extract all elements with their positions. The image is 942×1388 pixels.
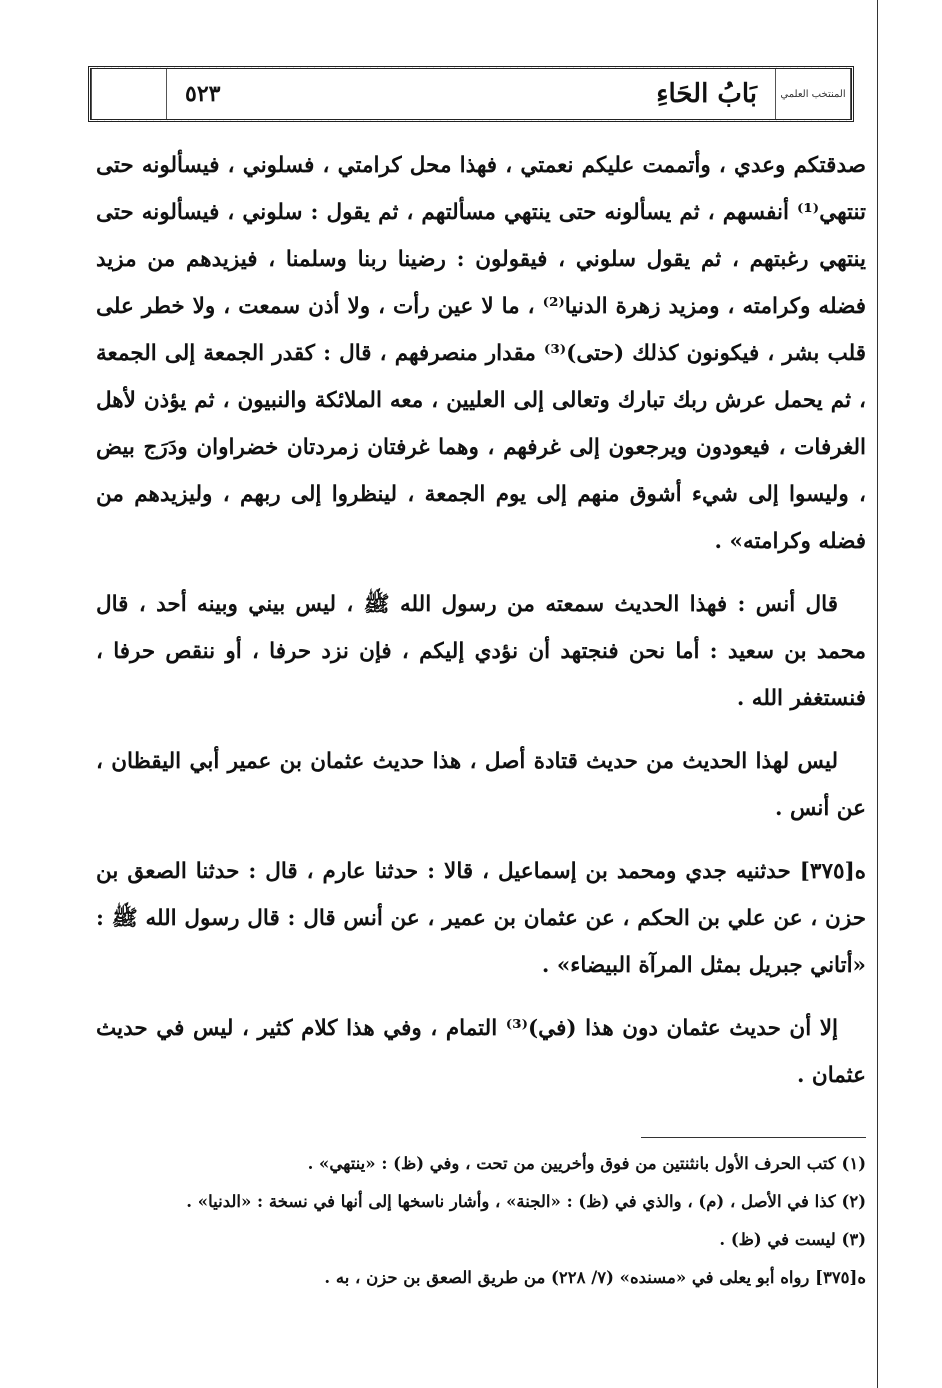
header-center (167, 69, 775, 119)
footnote-separator (641, 1137, 866, 1138)
footnote: (٣) ليست في (ظ) . (719, 1230, 866, 1249)
paragraph: صدقتكم وعدي ، وأتممت عليكم نعمتي ، فهذا محل كرامتي ، فسلوني ، فيسألونه حتى تنتهي⁽¹⁾ أنفسهم ، ثم يسألونه حتى ينتهي مسألتهم ، ثم يقول : سلوني ، فيسألونه حتى ينتهي رغبتهم ، ثم يقول سلوني ، فيقولون : رضينا ربنا وسلمنا ، فيزيدهم من مزيد فضله وكرامته ، ومزيد زهرة الدنيا⁽²⁾ ، ما لا عين رأت ، ولا أذن سمعت ، ولا خطر على قلب بشر ، فيكونون كذلك (حتى)⁽³⁾ مقدار منصرفهم ، قال : كقدر الجمعة إلى الجمعة ، ثم يحمل عرش ربك تبارك وتعالى إلى العليين ، معه الملائكة والنبيون ، ثم يؤذن لأهل الغرفات ، فيعودون ويرجعون إلى غرفهم ، وهما غرفتان زمردتان خضراوان ودَرَج بيض ، وليسوا إلى شيء أشوق منهم إلى يوم الجمعة ، لينظروا إلى ربهم ، وليزيدهم من فضله وكرامته» . (96, 153, 866, 554)
chapter-title: بَابُ الحَاءِ (656, 79, 757, 109)
page-header (88, 66, 854, 122)
footnotes (96, 1145, 866, 1297)
paragraph: قال أنس : فهذا الحديث سمعته من رسول الله ﷺ ، ليس بيني وبينه أحد ، قال محمد بن سعيد : أما نحن فنجتهد أن نؤدي إليكم ، فإن نزد حرفا ، أو ننقص حرفا ، فنستغفر الله . (96, 592, 866, 711)
ornament-right (775, 69, 851, 119)
hadith-375: ه[٣٧٥] حدثنيه جدي ومحمد بن إسماعيل ، قالا : حدثنا عارم ، قال : حدثنا الصعق بن حزن ، عن علي بن الحكم ، عن عثمان بن عمير ، عن أنس قال : قال رسول الله ﷺ : «أتاني جبريل بمثل المرآة البيضاء» . (96, 859, 866, 978)
main-text (96, 142, 866, 1115)
paragraph: إلا أن حديث عثمان دون هذا (في)⁽³⁾ التمام ، وفي هذا كلام كثير ، ليس في حديث عثمان . (96, 1016, 866, 1088)
footnote: ه[٣٧٥] رواه أبو يعلى في «مسنده» (٧/ ٢٢٨) من طريق الصعق بن حزن ، به . (324, 1268, 866, 1287)
ornament-text: المنتخب العلمي (780, 88, 846, 100)
ornament-left (91, 69, 167, 119)
footnote: (١) كتب الحرف الأول بانثنتين من فوق وأخريين من تحت ، وفي (ظ) : «ينتهي» . (307, 1154, 866, 1173)
page-number: ٥٢٣ (185, 81, 221, 107)
paragraph: ليس لهذا الحديث من حديث قتادة أصل ، هذا حديث عثمان بن عمير أبي اليقظان ، عن أنس . (96, 749, 866, 821)
page-edge-rule (877, 0, 878, 1388)
footnote: (٢) كذا في الأصل ، (م) ، والذي في (ظ) : «الجنة» ، وأشار ناسخها إلى أنها في نسخة : «الدنيا» . (186, 1192, 866, 1211)
